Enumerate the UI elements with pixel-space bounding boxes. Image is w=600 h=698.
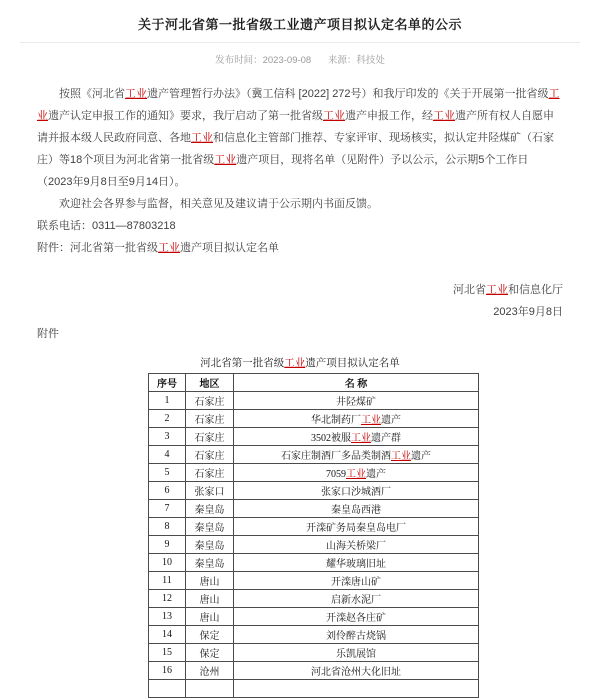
cell-region: 石家庄 <box>186 446 234 464</box>
table-row <box>149 608 479 626</box>
cell-name: 井陉煤矿 <box>234 392 479 410</box>
cell-name: 秦皇岛西港 <box>234 500 479 518</box>
cell-region: 石家庄 <box>186 410 234 428</box>
table-body <box>149 392 479 680</box>
table-row <box>149 500 479 518</box>
cell-name: 河北省沧州大化旧址 <box>234 662 479 680</box>
cell-region: 石家庄 <box>186 428 234 446</box>
source-label: 来源：科技处 <box>327 55 385 66</box>
publish-date: 发布时间：2023-09-08 <box>215 55 312 66</box>
table-row <box>149 536 479 554</box>
table-row <box>149 464 479 482</box>
cell-region: 秦皇岛 <box>186 536 234 554</box>
meta-line <box>37 52 563 66</box>
table-row <box>149 518 479 536</box>
cell-name: 华北制药厂工业遗产 <box>234 410 479 428</box>
cell-index: 3 <box>149 428 186 446</box>
cell-name: 启新水泥厂 <box>234 590 479 608</box>
cell-index: 16 <box>149 662 186 680</box>
cell-index: 14 <box>149 626 186 644</box>
col-header-region: 地区 <box>186 374 234 392</box>
cell-index: 1 <box>149 392 186 410</box>
cell-region: 石家庄 <box>186 392 234 410</box>
cell-index: 13 <box>149 608 186 626</box>
cell-region: 唐山 <box>186 608 234 626</box>
table-row-partial <box>149 680 479 698</box>
paragraph-feedback: 欢迎社会各界参与监督，相关意见及建议请于公示期内书面反馈。 <box>59 198 378 210</box>
cell-region: 唐山 <box>186 590 234 608</box>
cell-name: 耀华玻璃旧址 <box>234 554 479 572</box>
signature-date: 2023年9月8日 <box>493 306 563 318</box>
table-row <box>149 572 479 590</box>
cell-index: 4 <box>149 446 186 464</box>
cell-name: 乐凯展馆 <box>234 644 479 662</box>
attachment-line: 附件：河北省第一批省级工业遗产项目拟认定名单 <box>37 242 279 254</box>
table-row <box>149 626 479 644</box>
cell-index: 2 <box>149 410 186 428</box>
cell-region: 沧州 <box>186 662 234 680</box>
cell-name: 开滦唐山矿 <box>234 572 479 590</box>
signature-block <box>37 279 563 323</box>
cell-index: 9 <box>149 536 186 554</box>
table-row <box>149 482 479 500</box>
cell-index: 5 <box>149 464 186 482</box>
cell-name: 张家口沙城酒厂 <box>234 482 479 500</box>
cell-index: 12 <box>149 590 186 608</box>
paragraph-main: 按照《河北省工业遗产管理暂行办法》（冀工信科 [2022] 272号）和我厅印发的《关于开展第一批省级工业遗产认定申报工作的通知》要求，我厅启动了第一批省级工业遗产申报工作，经工业遗产所有权人自愿申请并报本级人民政府同意、各地工业和信息化主管部门推荐、专家评审、现场核实，拟认定井陉煤矿（石家庄）等18个项目为河北省第一批省级工业遗产项目，现将名单（见附件）予以公示，公示期5个工作日（2023年9月8日至9月14日）。 <box>37 88 560 188</box>
table-row <box>149 644 479 662</box>
table-row <box>149 590 479 608</box>
page-title: 关于河北省第一批省级工业遗产项目拟认定名单的公示 <box>137 17 462 32</box>
cell-region: 秦皇岛 <box>186 500 234 518</box>
notice-body <box>37 83 563 345</box>
cell-region: 保定 <box>186 644 234 662</box>
title-divider <box>20 42 580 43</box>
contact-phone: 联系电话：0311—87803218 <box>37 220 176 232</box>
cell-index: 7 <box>149 500 186 518</box>
col-header-index: 序号 <box>149 374 186 392</box>
cell-index: 15 <box>149 644 186 662</box>
cell-region: 唐山 <box>186 572 234 590</box>
cell-region: 保定 <box>186 626 234 644</box>
cell-index: 10 <box>149 554 186 572</box>
table-row <box>149 428 479 446</box>
table-row <box>149 446 479 464</box>
cell-name: 开滦赵各庄矿 <box>234 608 479 626</box>
cell-index: 8 <box>149 518 186 536</box>
signature-org: 河北省工业和信息化厅 <box>453 284 563 296</box>
appendix-label: 附件 <box>37 328 59 340</box>
table-header <box>149 374 479 392</box>
cell-name: 刘伶醉古烧锅 <box>234 626 479 644</box>
cell-region: 石家庄 <box>186 464 234 482</box>
cell-name: 开滦矿务局秦皇岛电厂 <box>234 518 479 536</box>
table-row <box>149 554 479 572</box>
cell-region: 秦皇岛 <box>186 518 234 536</box>
cell-name: 石家庄制酒厂多品类制酒工业遗产 <box>234 446 479 464</box>
cell-region: 张家口 <box>186 482 234 500</box>
table-row <box>149 662 479 680</box>
table-row <box>149 410 479 428</box>
col-header-name: 名 称 <box>234 374 479 392</box>
cell-name: 3502被服工业遗产群 <box>234 428 479 446</box>
cell-region: 秦皇岛 <box>186 554 234 572</box>
table-row <box>149 392 479 410</box>
cell-name: 山海关桥梁厂 <box>234 536 479 554</box>
cell-name: 7059工业遗产 <box>234 464 479 482</box>
cell-index: 6 <box>149 482 186 500</box>
table-title: 河北省第一批省级工业遗产项目拟认定名单 <box>200 358 400 369</box>
heritage-table <box>148 373 479 698</box>
cell-index: 11 <box>149 572 186 590</box>
